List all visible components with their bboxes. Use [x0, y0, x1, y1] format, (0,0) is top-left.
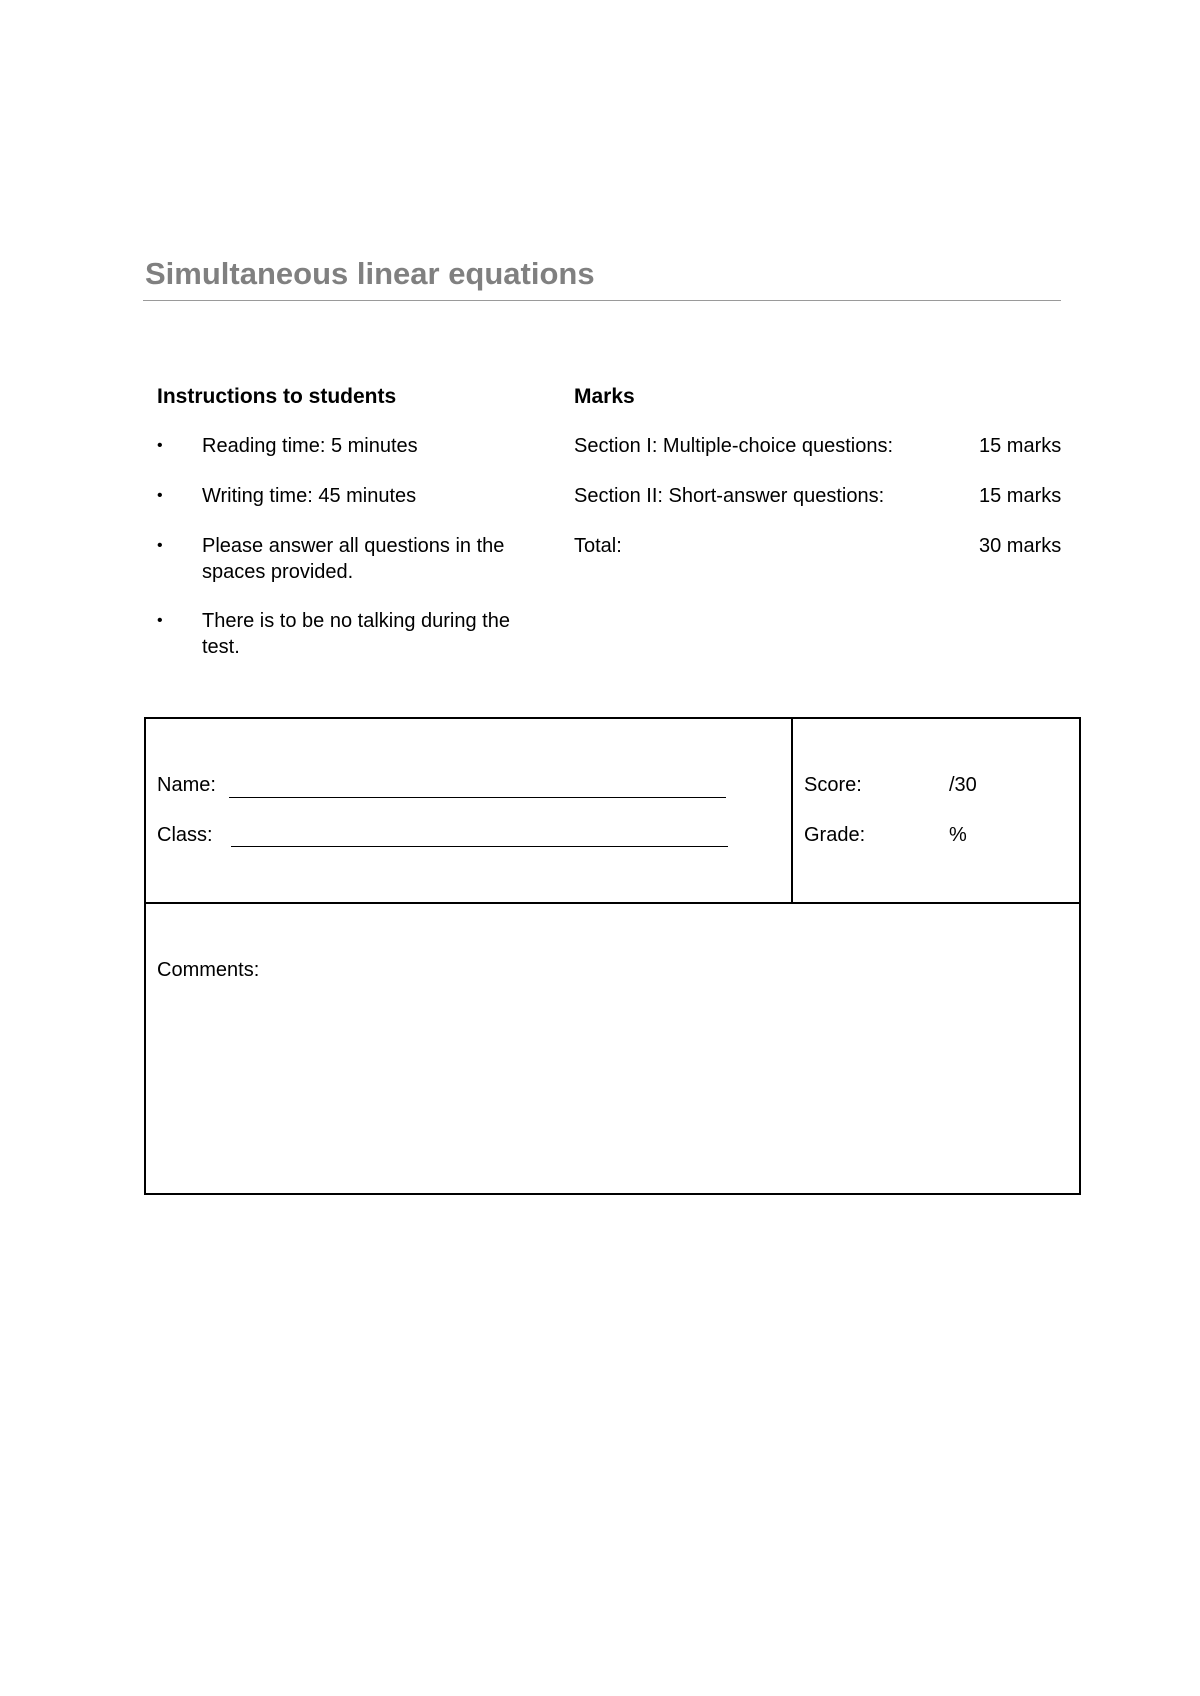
instruction-no-talking-line-2: test. [202, 636, 240, 658]
instruction-answer-all-line-1: Please answer all questions in the [202, 535, 505, 557]
marks-total-label: Total: [574, 535, 622, 557]
marks-section-1-label: Section I: Multiple-choice questions: [574, 435, 894, 457]
name-field[interactable] [229, 797, 726, 798]
grade-label: Grade: [804, 824, 866, 846]
marks-total-value: 30 marks [979, 535, 1062, 557]
class-field[interactable] [231, 846, 728, 847]
marks-section-2-label: Section II: Short-answer questions: [574, 485, 885, 507]
bullet-marker: • [157, 437, 163, 454]
box-column-divider [791, 717, 793, 904]
marks-section-2-value: 15 marks [979, 485, 1062, 507]
name-label: Name: [157, 774, 216, 796]
comments-area[interactable] [157, 990, 1067, 1185]
instruction-reading-time: Reading time: 5 minutes [202, 435, 418, 457]
marks-heading: Marks [574, 385, 635, 408]
bullet-marker: • [157, 612, 163, 629]
grade-value: % [949, 824, 967, 846]
marks-section-1-value: 15 marks [979, 435, 1062, 457]
instructions-heading: Instructions to students [157, 385, 397, 408]
bullet-marker: • [157, 487, 163, 504]
instruction-no-talking-line-1: There is to be no talking during the [202, 610, 510, 632]
instruction-writing-time: Writing time: 45 minutes [202, 485, 417, 507]
comments-label: Comments: [157, 959, 260, 981]
title-underline [143, 300, 1061, 301]
box-row-divider [144, 902, 1081, 904]
instruction-answer-all-line-2: spaces provided. [202, 561, 354, 583]
score-label: Score: [804, 774, 862, 796]
class-label: Class: [157, 824, 213, 846]
page-title: Simultaneous linear equations [145, 256, 595, 291]
score-value: /30 [949, 774, 977, 796]
bullet-marker: • [157, 537, 163, 554]
